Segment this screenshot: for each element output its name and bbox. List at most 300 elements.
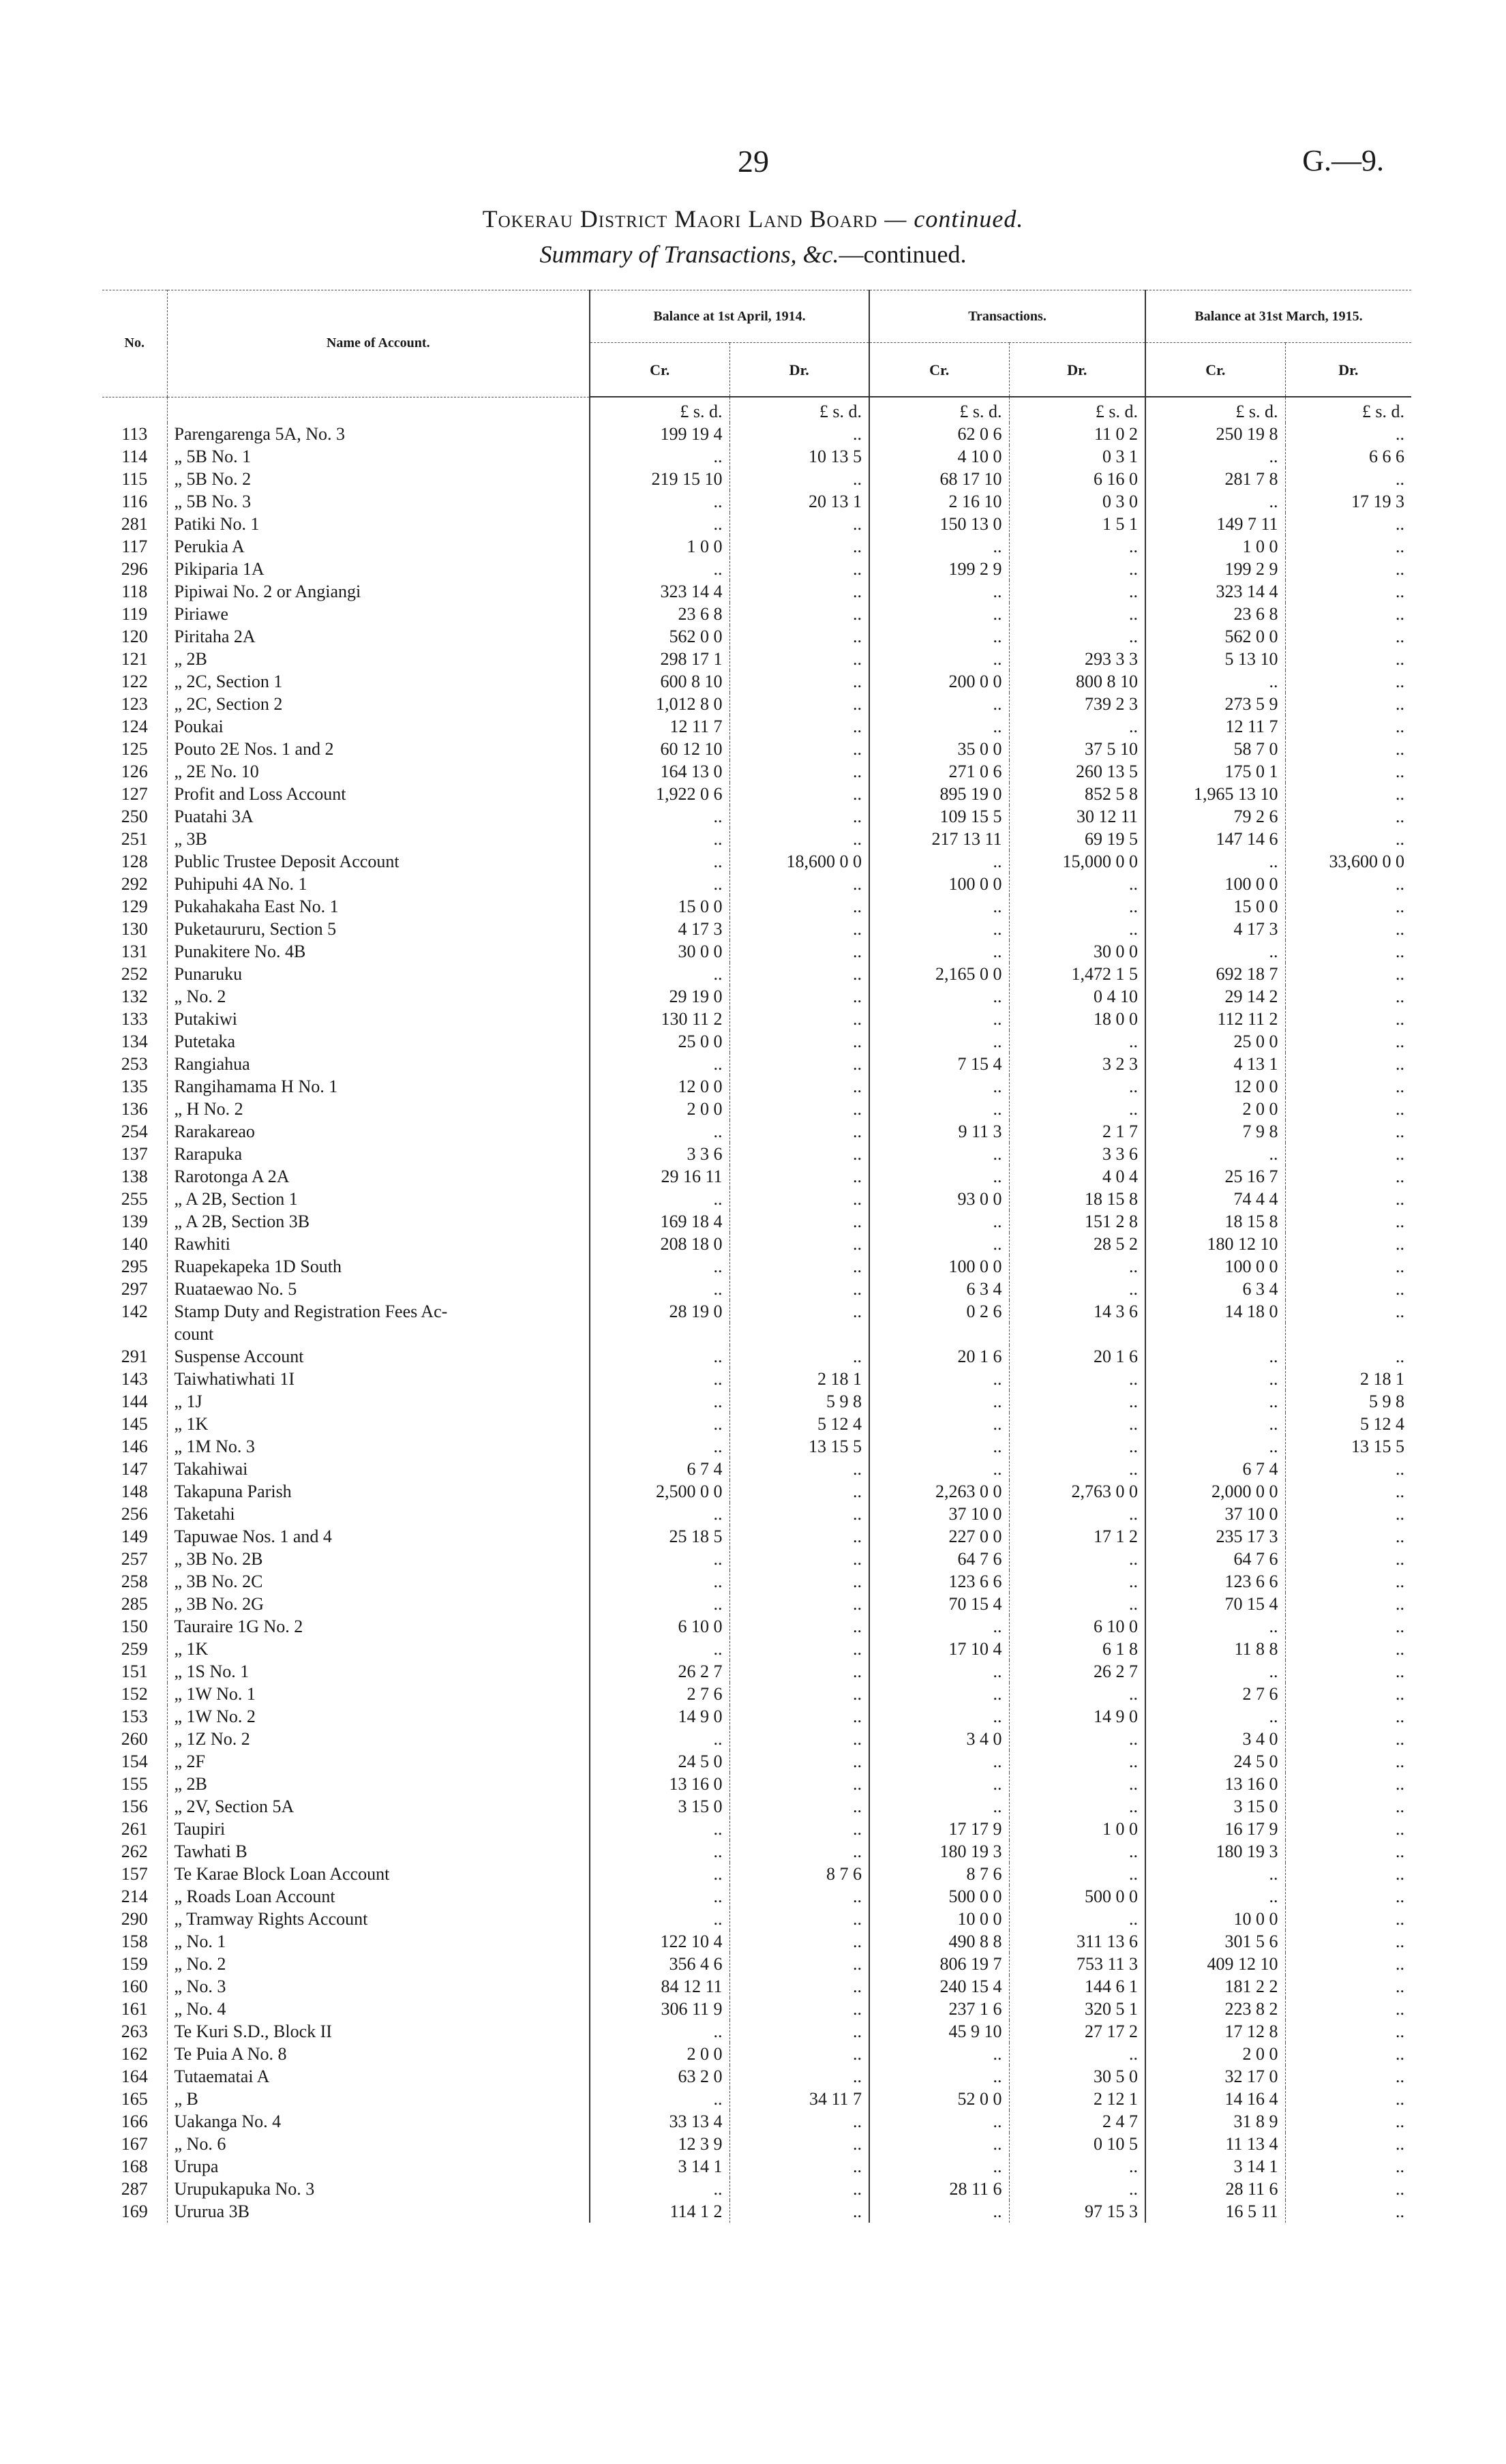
balance-1914-cr: 25 0 0	[590, 1030, 729, 1053]
transactions-dr: 0 3 0	[1009, 490, 1145, 513]
account-number: 129	[121, 897, 148, 916]
account-name: „ 1M No. 3	[167, 1435, 590, 1458]
table-row	[102, 423, 1411, 445]
account-name: Uakanga No. 4	[167, 2110, 590, 2133]
account-name: Pouto 2E Nos. 1 and 2	[167, 738, 590, 760]
balance-1915-dr: ..	[1285, 1503, 1411, 1525]
balance-1915-dr: ..	[1285, 1885, 1411, 1908]
account-number: 168	[121, 2157, 148, 2176]
balance-1914-dr: 2 18 1	[729, 1368, 869, 1390]
balance-1914-dr: ..	[729, 1188, 869, 1210]
transactions-cr: ..	[869, 1705, 1009, 1728]
balance-1915-dr: ..	[1285, 693, 1411, 715]
table-row	[102, 1188, 1411, 1210]
balance-1914-cr: 6 7 4	[590, 1458, 729, 1480]
account-number: 138	[121, 1167, 148, 1186]
balance-1915-cr: ..	[1145, 445, 1285, 468]
transactions-cr: 3 4 0	[869, 1728, 1009, 1750]
balance-1915-cr: 58 7 0	[1145, 738, 1285, 760]
balance-1914-dr: ..	[729, 1750, 869, 1773]
account-name: count	[167, 1323, 590, 1345]
transactions-cr: 2,263 0 0	[869, 1480, 1009, 1503]
balance-1915-dr: ..	[1285, 513, 1411, 535]
balance-1915-dr: ..	[1285, 1953, 1411, 1975]
account-name: Ruataewao No. 5	[167, 1278, 590, 1300]
balance-1914-dr: ..	[729, 1930, 869, 1953]
transactions-dr: 20 1 6	[1009, 1345, 1145, 1368]
balance-1915-dr	[1285, 1323, 1411, 1345]
balance-1914-cr: 84 12 11	[590, 1975, 729, 1998]
table-row	[102, 648, 1411, 670]
transactions-cr: ..	[869, 603, 1009, 625]
transactions-cr: 500 0 0	[869, 1885, 1009, 1908]
table-row	[102, 873, 1411, 895]
balance-1915-dr: ..	[1285, 1750, 1411, 1773]
balance-1914-cr: 14 9 0	[590, 1705, 729, 1728]
transactions-dr: ..	[1009, 1840, 1145, 1863]
balance-1914-cr: ..	[590, 513, 729, 535]
transactions-cr: 100 0 0	[869, 873, 1009, 895]
table-row	[102, 1660, 1411, 1683]
balance-1914-cr: ..	[590, 1278, 729, 1300]
balance-1914-dr: 13 15 5	[729, 1435, 869, 1458]
balance-1914-dr: ..	[729, 1683, 869, 1705]
balance-1915-cr: 18 15 8	[1145, 1210, 1285, 1233]
transactions-cr: 237 1 6	[869, 1998, 1009, 2020]
balance-1915-cr: 17 12 8	[1145, 2020, 1285, 2043]
balance-1915-cr: 181 2 2	[1145, 1975, 1285, 1998]
account-number: 165	[121, 2089, 148, 2109]
table-row	[102, 2133, 1411, 2155]
table-row	[102, 1525, 1411, 1548]
balance-1914-dr: 18,600 0 0	[729, 850, 869, 873]
balance-1914-dr: ..	[729, 2020, 869, 2043]
balance-1915-cr: 7 9 8	[1145, 1120, 1285, 1143]
balance-1915-cr: 6 3 4	[1145, 1278, 1285, 1300]
balance-1914-cr: 33 13 4	[590, 2110, 729, 2133]
balance-1914-cr: ..	[590, 1053, 729, 1075]
balance-1915-cr: 11 8 8	[1145, 1638, 1285, 1660]
account-number: 254	[121, 1122, 148, 1141]
balance-1914-dr: 8 7 6	[729, 1863, 869, 1885]
transactions-cr: 200 0 0	[869, 670, 1009, 693]
transactions-cr: ..	[869, 1458, 1009, 1480]
transactions-cr: 64 7 6	[869, 1548, 1009, 1570]
transactions-cr: 150 13 0	[869, 513, 1009, 535]
transactions-cr: 20 1 6	[869, 1345, 1009, 1368]
account-name: „ A 2B, Section 1	[167, 1188, 590, 1210]
account-name: „ 2B	[167, 648, 590, 670]
account-name: Puketaururu, Section 5	[167, 918, 590, 940]
account-name: Takapuna Parish	[167, 1480, 590, 1503]
account-name: Putetaka	[167, 1030, 590, 1053]
balance-1914-cr: 2 7 6	[590, 1683, 729, 1705]
balance-1915-cr: 147 14 6	[1145, 828, 1285, 850]
transactions-dr: ..	[1009, 715, 1145, 738]
account-number: 285	[121, 1594, 148, 1614]
balance-1915-cr: ..	[1145, 1615, 1285, 1638]
account-name: Parengarenga 5A, No. 3	[167, 423, 590, 445]
transactions-cr: 227 0 0	[869, 1525, 1009, 1548]
balance-1914-cr: ..	[590, 1840, 729, 1863]
balance-1915-dr: 5 9 8	[1285, 1390, 1411, 1413]
balance-1914-cr: ..	[590, 1593, 729, 1615]
account-name: Tauraire 1G No. 2	[167, 1615, 590, 1638]
balance-1915-dr: ..	[1285, 1773, 1411, 1795]
transactions-cr: ..	[869, 1233, 1009, 1255]
transactions-dr: 500 0 0	[1009, 1885, 1145, 1908]
transactions-dr: ..	[1009, 918, 1145, 940]
balance-1914-dr: ..	[729, 1075, 869, 1098]
transactions-cr: ..	[869, 1030, 1009, 1053]
balance-1914-dr	[729, 1323, 869, 1345]
transactions-dr: 2 12 1	[1009, 2088, 1145, 2110]
balance-1914-cr: ..	[590, 2088, 729, 2110]
balance-1915-cr: 149 7 11	[1145, 513, 1285, 535]
balance-1914-cr: 1,012 8 0	[590, 693, 729, 715]
balance-1915-dr: ..	[1285, 1998, 1411, 2020]
account-name: Pukahakaha East No. 1	[167, 895, 590, 918]
transactions-dr: 30 5 0	[1009, 2065, 1145, 2088]
transactions-cr: ..	[869, 580, 1009, 603]
account-number: 118	[121, 582, 148, 601]
account-number: 167	[121, 2134, 148, 2154]
account-number: 148	[121, 1482, 148, 1501]
table-row	[102, 850, 1411, 873]
account-name: „ No. 2	[167, 985, 590, 1008]
transactions-dr: 14 3 6	[1009, 1300, 1145, 1323]
account-name: „ 1K	[167, 1413, 590, 1435]
transactions-dr: 26 2 7	[1009, 1660, 1145, 1683]
transactions-dr: 0 10 5	[1009, 2133, 1145, 2155]
balance-1914-cr: ..	[590, 558, 729, 580]
transactions-cr: ..	[869, 1615, 1009, 1638]
account-number: 139	[121, 1212, 148, 1231]
account-number	[102, 1323, 167, 1345]
table-row	[102, 2065, 1411, 2088]
balance-1914-dr: 34 11 7	[729, 2088, 869, 2110]
balance-1915-cr: 29 14 2	[1145, 985, 1285, 1008]
transactions-cr: ..	[869, 1750, 1009, 1773]
balance-1915-cr: 12 0 0	[1145, 1075, 1285, 1098]
table-row	[102, 1570, 1411, 1593]
table-row	[102, 828, 1411, 850]
transactions-cr: 123 6 6	[869, 1570, 1009, 1593]
table-row	[102, 1615, 1411, 1638]
balance-1914-cr: ..	[590, 805, 729, 828]
units-label: £ s. d.	[590, 397, 729, 423]
balance-1915-dr: ..	[1285, 1908, 1411, 1930]
transactions-cr: ..	[869, 2200, 1009, 2223]
transactions-dr: 27 17 2	[1009, 2020, 1145, 2043]
balance-1914-cr: ..	[590, 1345, 729, 1368]
table-row	[102, 1233, 1411, 1255]
balance-1914-cr: 2,500 0 0	[590, 1480, 729, 1503]
table-row	[102, 1143, 1411, 1165]
table-row	[102, 2088, 1411, 2110]
account-number: 125	[121, 739, 148, 759]
transactions-cr: ..	[869, 1008, 1009, 1030]
account-name: „ 2B	[167, 1773, 590, 1795]
balance-1915-cr: 13 16 0	[1145, 1773, 1285, 1795]
balance-1914-cr: ..	[590, 850, 729, 873]
title-main: Tokerau District Maori Land Board	[482, 205, 878, 232]
transactions-dr: 1,472 1 5	[1009, 963, 1145, 985]
col-header-cr: Cr.	[590, 343, 729, 397]
balance-1915-cr: ..	[1145, 1390, 1285, 1413]
account-name: Tawhati B	[167, 1840, 590, 1863]
account-name: „ No. 2	[167, 1953, 590, 1975]
transactions-cr: ..	[869, 715, 1009, 738]
transactions-cr: 10 0 0	[869, 1908, 1009, 1930]
balance-1914-dr: ..	[729, 2155, 869, 2178]
balance-1915-dr: ..	[1285, 423, 1411, 445]
balance-1915-dr: ..	[1285, 2133, 1411, 2155]
balance-1915-dr: ..	[1285, 625, 1411, 648]
account-name: Rangiahua	[167, 1053, 590, 1075]
balance-1915-cr: 31 8 9	[1145, 2110, 1285, 2133]
table-row	[102, 1345, 1411, 1368]
balance-1914-cr: 23 6 8	[590, 603, 729, 625]
transactions-cr: ..	[869, 1435, 1009, 1458]
balance-1915-dr: ..	[1285, 1233, 1411, 1255]
transactions-dr: ..	[1009, 558, 1145, 580]
account-name: „ 1J	[167, 1390, 590, 1413]
transactions-cr: ..	[869, 1368, 1009, 1390]
account-number: 262	[121, 1842, 148, 1861]
balance-1914-cr: 3 15 0	[590, 1795, 729, 1818]
transactions-dr: 4 0 4	[1009, 1165, 1145, 1188]
account-name: Tutaematai A	[167, 2065, 590, 2088]
account-number: 157	[121, 1864, 148, 1884]
balance-1915-cr: 23 6 8	[1145, 603, 1285, 625]
transactions-cr	[869, 1323, 1009, 1345]
account-number: 261	[121, 1819, 148, 1839]
transactions-dr	[1009, 1323, 1145, 1345]
balance-1914-dr: ..	[729, 693, 869, 715]
balance-1915-cr: ..	[1145, 1435, 1285, 1458]
balance-1914-cr: 298 17 1	[590, 648, 729, 670]
transactions-cr: ..	[869, 1660, 1009, 1683]
balance-1914-dr: ..	[729, 715, 869, 738]
balance-1914-cr: 24 5 0	[590, 1750, 729, 1773]
balance-1914-cr: ..	[590, 2020, 729, 2043]
transactions-cr: ..	[869, 1390, 1009, 1413]
balance-1914-cr: ..	[590, 1863, 729, 1885]
balance-1915-cr: 3 4 0	[1145, 1728, 1285, 1750]
balance-1914-cr: 29 19 0	[590, 985, 729, 1008]
balance-1914-dr: ..	[729, 1818, 869, 1840]
transactions-cr: 7 15 4	[869, 1053, 1009, 1075]
table-row	[102, 895, 1411, 918]
balance-1915-dr: ..	[1285, 1480, 1411, 1503]
table-row	[102, 1818, 1411, 1840]
balance-1915-dr: ..	[1285, 805, 1411, 828]
table-row	[102, 1413, 1411, 1435]
table-row	[102, 1548, 1411, 1570]
balance-1915-cr: 64 7 6	[1145, 1548, 1285, 1570]
balance-1915-dr: ..	[1285, 1300, 1411, 1323]
balance-1915-dr: ..	[1285, 985, 1411, 1008]
subtitle-continued: —continued.	[839, 241, 967, 268]
units-label: £ s. d.	[1009, 397, 1145, 423]
account-name: „ 1K	[167, 1638, 590, 1660]
transactions-cr: 70 15 4	[869, 1593, 1009, 1615]
balance-1915-dr: ..	[1285, 1075, 1411, 1098]
account-name: Taketahi	[167, 1503, 590, 1525]
table-row	[102, 2178, 1411, 2200]
account-name: Poukai	[167, 715, 590, 738]
transactions-dr: ..	[1009, 1030, 1145, 1053]
balance-1914-cr: ..	[590, 1885, 729, 1908]
transactions-dr: ..	[1009, 1278, 1145, 1300]
table-row	[102, 603, 1411, 625]
balance-1914-cr	[590, 1323, 729, 1345]
balance-1915-dr: ..	[1285, 1143, 1411, 1165]
balance-1915-dr: ..	[1285, 603, 1411, 625]
account-name: Urupa	[167, 2155, 590, 2178]
transactions-dr: 0 3 1	[1009, 445, 1145, 468]
balance-1915-dr: ..	[1285, 1818, 1411, 1840]
account-number: 140	[121, 1234, 148, 1254]
transactions-cr: ..	[869, 850, 1009, 873]
table-row	[102, 918, 1411, 940]
balance-1915-dr: ..	[1285, 783, 1411, 805]
transactions-cr: 68 17 10	[869, 468, 1009, 490]
account-number: 135	[121, 1077, 148, 1096]
balance-1914-dr: ..	[729, 1480, 869, 1503]
transactions-cr: ..	[869, 2065, 1009, 2088]
balance-1914-dr: ..	[729, 1885, 869, 1908]
account-name: Te Kuri S.D., Block II	[167, 2020, 590, 2043]
account-number: 161	[121, 1999, 148, 2019]
balance-1914-cr: 1,922 0 6	[590, 783, 729, 805]
transactions-cr: 45 9 10	[869, 2020, 1009, 2043]
transactions-cr: ..	[869, 940, 1009, 963]
table-row	[102, 715, 1411, 738]
balance-1915-cr: ..	[1145, 670, 1285, 693]
table-row	[102, 1435, 1411, 1458]
transactions-dr: 293 3 3	[1009, 648, 1145, 670]
transactions-cr: 9 11 3	[869, 1120, 1009, 1143]
units-label: £ s. d.	[1285, 397, 1411, 423]
balance-1915-dr: ..	[1285, 2065, 1411, 2088]
balance-1914-dr: ..	[729, 535, 869, 558]
table-row	[102, 760, 1411, 783]
table-row	[102, 2020, 1411, 2043]
document-subtitle	[0, 240, 1506, 269]
balance-1914-cr: 6 10 0	[590, 1615, 729, 1638]
balance-1915-cr: 2 0 0	[1145, 2043, 1285, 2065]
table-row	[102, 1120, 1411, 1143]
table-row	[102, 1075, 1411, 1098]
balance-1914-cr: ..	[590, 1413, 729, 1435]
account-number: 214	[121, 1887, 148, 1906]
transactions-dr: ..	[1009, 535, 1145, 558]
balance-1914-dr: ..	[729, 2133, 869, 2155]
table-row	[102, 1255, 1411, 1278]
balance-1915-dr: 17 19 3	[1285, 490, 1411, 513]
account-name: „ No. 6	[167, 2133, 590, 2155]
balance-1915-cr: ..	[1145, 940, 1285, 963]
account-name: „ Tramway Rights Account	[167, 1908, 590, 1930]
transactions-cr: ..	[869, 985, 1009, 1008]
transactions-cr: 17 17 9	[869, 1818, 1009, 1840]
transactions-dr: ..	[1009, 1593, 1145, 1615]
account-name: Puatahi 3A	[167, 805, 590, 828]
transactions-dr: ..	[1009, 1255, 1145, 1278]
account-number: 119	[121, 604, 148, 624]
transactions-cr: 806 19 7	[869, 1953, 1009, 1975]
balance-1915-cr: ..	[1145, 490, 1285, 513]
balance-1915-dr: 6 6 6	[1285, 445, 1411, 468]
balance-1915-cr: 409 12 10	[1145, 1953, 1285, 1975]
table-row	[102, 1975, 1411, 1998]
balance-1914-dr: ..	[729, 828, 869, 850]
account-name: „ No. 3	[167, 1975, 590, 1998]
balance-1915-dr: 33,600 0 0	[1285, 850, 1411, 873]
balance-1914-dr: ..	[729, 1728, 869, 1750]
transactions-dr: 18 15 8	[1009, 1188, 1145, 1210]
account-name: Taiwhatiwhati 1I	[167, 1368, 590, 1390]
transactions-cr: 271 0 6	[869, 760, 1009, 783]
account-number: 126	[121, 762, 148, 781]
transactions-dr: 30 0 0	[1009, 940, 1145, 963]
account-number: 256	[121, 1504, 148, 1524]
balance-1914-dr: ..	[729, 873, 869, 895]
balance-1915-dr: ..	[1285, 2155, 1411, 2178]
table-row	[102, 1030, 1411, 1053]
table-row	[102, 535, 1411, 558]
account-name: Rangihamama H No. 1	[167, 1075, 590, 1098]
balance-1914-cr: ..	[590, 1368, 729, 1390]
table-row	[102, 1390, 1411, 1413]
balance-1914-cr: 122 10 4	[590, 1930, 729, 1953]
table-row	[102, 963, 1411, 985]
account-name: Putakiwi	[167, 1008, 590, 1030]
transactions-dr: 3 2 3	[1009, 1053, 1145, 1075]
account-name: „ 3B No. 2G	[167, 1593, 590, 1615]
balance-1914-dr: ..	[729, 513, 869, 535]
balance-1914-dr: ..	[729, 1615, 869, 1638]
account-name: Te Puia A No. 8	[167, 2043, 590, 2065]
balance-1914-dr: ..	[729, 1165, 869, 1188]
balance-1914-dr: ..	[729, 1255, 869, 1278]
transactions-dr: 37 5 10	[1009, 738, 1145, 760]
balance-1914-cr: 26 2 7	[590, 1660, 729, 1683]
account-number: 164	[121, 2067, 148, 2086]
balance-1915-dr: ..	[1285, 1548, 1411, 1570]
balance-1914-dr: ..	[729, 603, 869, 625]
balance-1915-dr: ..	[1285, 2110, 1411, 2133]
balance-1915-cr: 250 19 8	[1145, 423, 1285, 445]
subtitle-main: Summary of Transactions, &c.	[539, 241, 839, 268]
transactions-dr: 2 1 7	[1009, 1120, 1145, 1143]
table-row	[102, 1840, 1411, 1863]
account-name: Rarotonga A 2A	[167, 1165, 590, 1188]
balance-1914-dr: 5 12 4	[729, 1413, 869, 1435]
table-row	[102, 1953, 1411, 1975]
table-row	[102, 985, 1411, 1008]
balance-1915-cr: 180 19 3	[1145, 1840, 1285, 1863]
transactions-dr: ..	[1009, 1773, 1145, 1795]
transactions-dr: 753 11 3	[1009, 1953, 1145, 1975]
balance-1915-dr: 2 18 1	[1285, 1368, 1411, 1390]
account-name: Piriawe	[167, 603, 590, 625]
account-name: Punakitere No. 4B	[167, 940, 590, 963]
table-row	[102, 738, 1411, 760]
transactions-cr: ..	[869, 1075, 1009, 1098]
